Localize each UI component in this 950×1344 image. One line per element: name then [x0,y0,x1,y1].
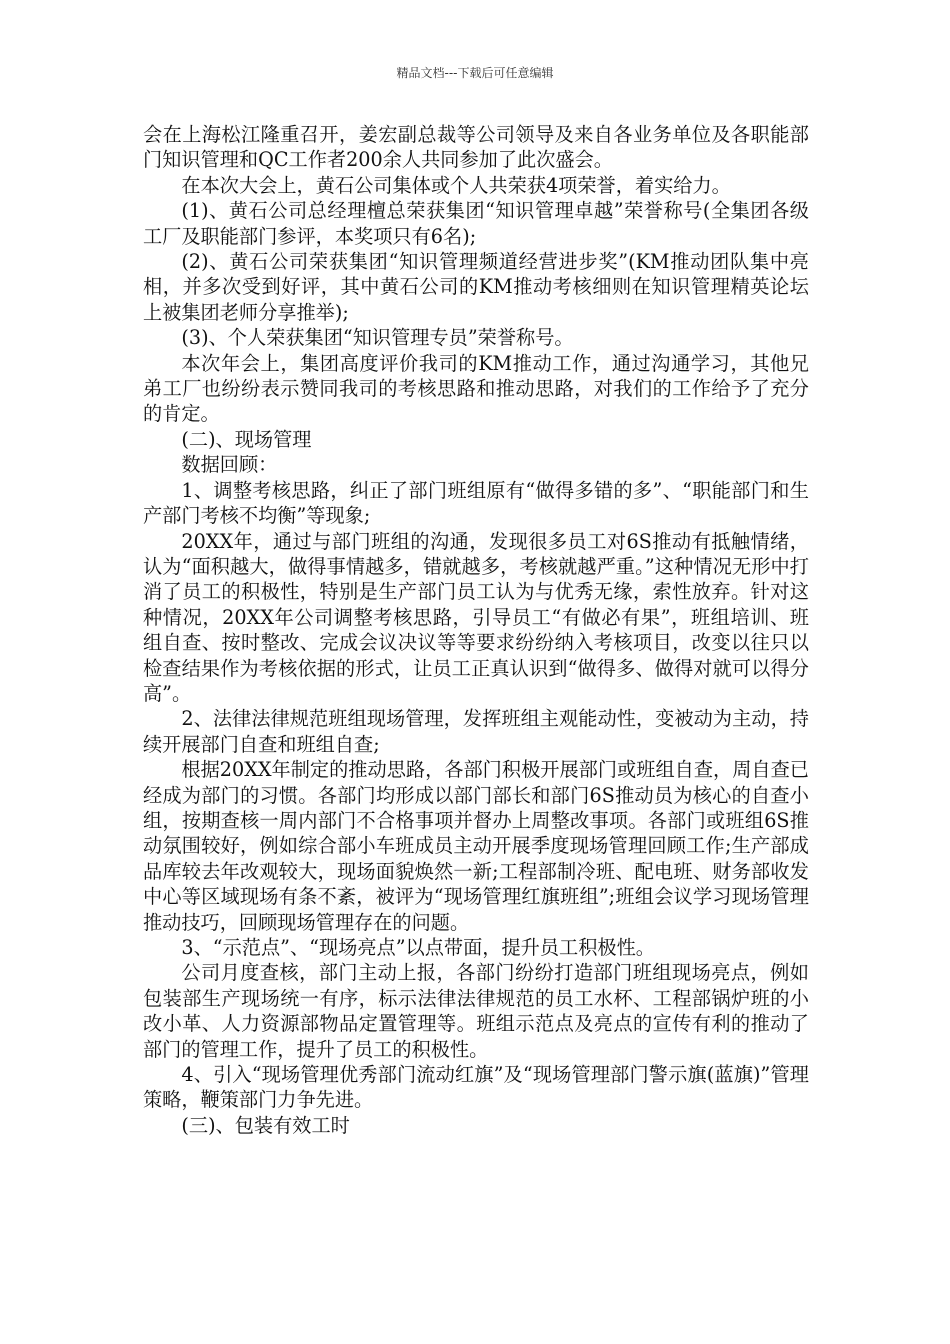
paragraph: 根据20XX年制定的推动思路，各部门积极开展部门或班组自查，周自查已经成为部门的习惯。各部门均形成以部门部长和部门6S推动员为核心的自查小组，按期查核一周内部门不合格事项并督办上周整改事项。各部门或班组6S推动氛围较好，例如综合部小车班成员主动开展季度现场管理回顾工作;生产部成品库较去年改观较大，现场面貌焕然一新;工程部制冷班、配电班、财务部收发中心等区域现场有条不紊，被评为“现场管理红旗班组”;班组会议学习现场管理推动技巧，回顾现场管理存在的问题。 [143,758,809,934]
list-item: 1、调整考核思路，纠正了部门班组原有“做得多错的多”、“职能部门和生产部门考核不均衡”等现象; [143,478,809,528]
list-item: 2、法律法律规范班组现场管理，发挥班组主观能动性，变被动为主动，持续开展部门自查和班组自查; [143,707,809,756]
paragraph: (2)、黄石公司荣获集团“知识管理频道经营进步奖”(KM推动团队集中亮相，并多次受到好评，其中黄石公司的KM推动考核细则在知识管理精英论坛上被集团老师分享推举); [143,250,809,324]
list-item: 3、“示范点”、“现场亮点”以点带面，提升员工积极性。 [181,936,655,959]
list-item: 4、引入“现场管理优秀部门流动红旗”及“现场管理部门警示旗(蓝旗)”管理策略，鞭策部门力争先进。 [143,1063,809,1112]
paragraph: (1)、黄石公司总经理檀总荣获集团“知识管理卓越”荣誉称号(全集团各级工厂及职能部门参评，本奖项只有6名); [143,199,809,248]
paragraph: 公司月度查核，部门主动上报，各部门纷纷打造部门班组现场亮点，例如包装部生产现场统一有序，标示法律法律规范的员工水杯、工程部锅炉班的小改小革、人力资源部物品定置管理等。班组示范点及亮点的宣传有利的推动了部门的管理工作，提升了员工的积极性。 [143,961,809,1061]
section-heading: (三)、包装有效工时 [181,1113,350,1137]
section-heading: (二)、现场管理 [181,427,312,451]
paragraph: (3)、个人荣获集团“知识管理专员”荣誉称号。 [181,326,574,350]
document-body [143,122,809,1138]
paragraph: 在本次大会上，黄石公司集体或个人共荣获4项荣誉，着实给力。 [181,173,731,197]
subheading: 数据回顾： [181,453,278,477]
paragraph: 20XX年，通过与部门班组的沟通，发现很多员工对6S推动有抵触情绪，认为“面积越大，做得事情越多，错就越多，考核就越严重。”这种情况无形中打消了员工的积极性，特别是生产部门员工认为与优秀无缘，索性放弃。针对这种情况，20XX年公司调整考核思路，引导员工“有做必有果”，班组培训、班组自查、按时整改、完成会议决议等等要求纷纷纳入考核项目，改变以往只以检查结果作为考核依据的形式，让员工正真认识到“做得多、做得对就可以得分高”。 [143,529,809,705]
paragraph: 本次年会上，集团高度评价我司的KM推动工作，通过沟通学习，其他兄弟工厂也纷纷表示赞同我司的考核思路和推动思路，对我们的工作给予了充分的肯定。 [143,351,809,426]
paragraph: 会在上海松江隆重召开，姜宏副总裁等公司领导及来自各业务单位及各职能部门知识管理和QC工作者200余人共同参加了此次盛会。 [143,123,809,172]
page-header: 精品文档---下载后可任意编辑 [396,66,554,80]
